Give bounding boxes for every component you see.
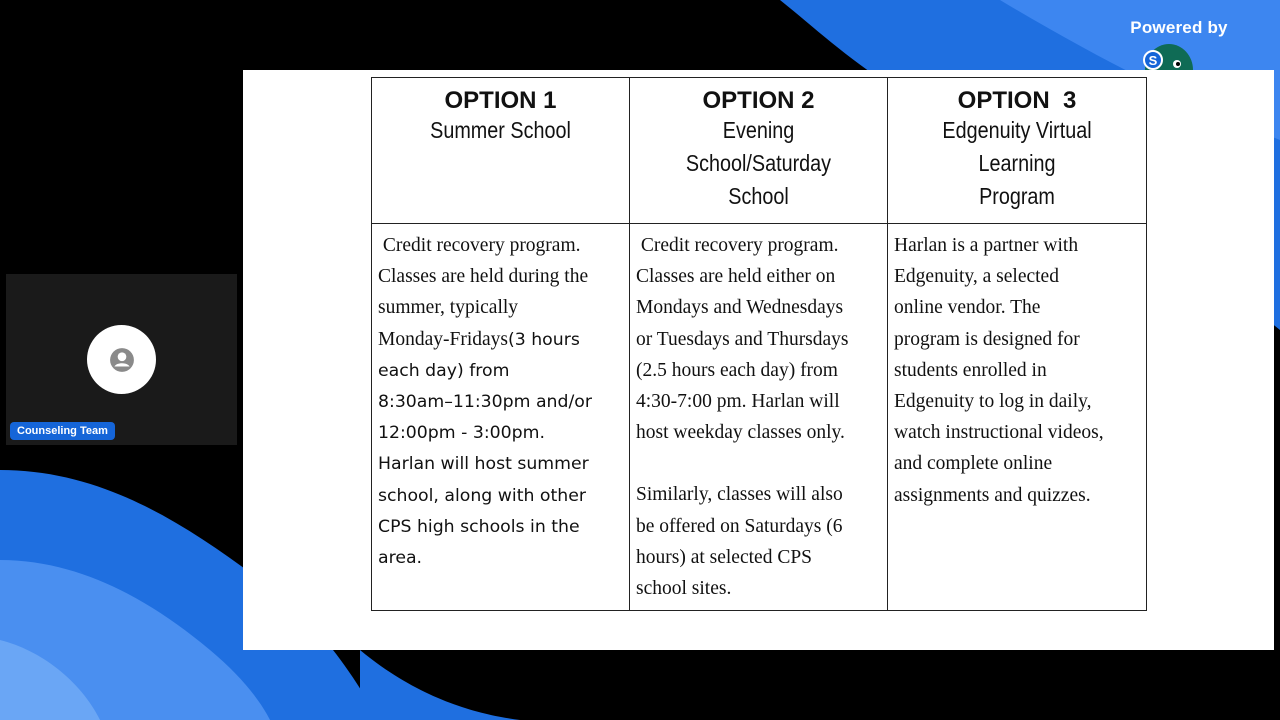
option-1-line: Monday-Fridays	[378, 328, 508, 350]
option-1-heading: OPTION 1	[444, 87, 557, 114]
svg-text:S: S	[1148, 53, 1158, 68]
option-2-line: host weekday classes only.	[636, 422, 845, 444]
option-3-line: and complete online	[894, 453, 1053, 475]
option-1-line: Classes are held during the	[378, 266, 589, 288]
option-2-line: be offered on Saturdays (6	[636, 515, 843, 537]
option-1-subtitle: Summer School	[430, 117, 571, 143]
option-2-line: or Tuesdays and Thursdays	[636, 328, 849, 350]
option-1-line: Harlan will host summer	[378, 454, 589, 475]
option-3-line: Harlan is a partner with	[894, 235, 1079, 256]
option-3-description	[888, 224, 1147, 611]
option-2-line: 4:30-7:00 pm. Harlan will	[636, 391, 840, 413]
option-2-line: Credit recovery program.	[636, 235, 839, 256]
option-1-header	[372, 78, 630, 224]
option-3-header	[888, 78, 1147, 224]
table-body-row	[372, 224, 1147, 611]
option-3-heading: OPTION 3	[957, 87, 1077, 114]
option-2-heading: OPTION 2	[702, 87, 815, 114]
option-1-line: school, along with other	[378, 485, 586, 506]
person-icon	[87, 325, 156, 394]
option-3-line: watch instructional videos,	[894, 422, 1104, 444]
option-2-line: (2.5 hours each day) from	[636, 359, 838, 381]
option-2-line: Mondays and Wednesdays	[636, 297, 844, 319]
option-2-header	[630, 78, 888, 224]
option-1-line: 8:30am–11:30pm and/or	[378, 392, 592, 413]
option-1-line: 12:00pm - 3:00pm.	[378, 423, 545, 444]
option-2-line: school sites.	[636, 578, 732, 600]
option-2-line: Classes are held either on	[636, 266, 836, 288]
option-1-line: Credit recovery program.	[378, 235, 581, 256]
option-1-description	[372, 224, 630, 611]
option-3-line: online vendor. The	[894, 297, 1041, 319]
option-2-subtitle-line: Evening School/Saturday	[685, 117, 832, 176]
option-3-line: Edgenuity, a selected	[894, 266, 1059, 288]
option-2-description	[630, 224, 888, 611]
option-2-line: Similarly, classes will also	[636, 484, 843, 506]
option-3-line: Edgenuity to log in daily,	[894, 391, 1092, 413]
option-3-subtitle-line: Edgenuity Virtual Learning	[942, 117, 1092, 176]
shared-slide	[243, 70, 1274, 650]
option-3-subtitle-line: Program	[979, 183, 1055, 209]
option-1-line: summer, typically	[378, 297, 519, 319]
option-1-line: CPS high schools in the	[378, 516, 580, 537]
table-header-row	[372, 78, 1147, 224]
participant-tile[interactable]	[6, 274, 237, 445]
powered-by-label: Powered by	[1130, 18, 1228, 37]
option-1-line: each day) from	[378, 360, 510, 381]
option-3-line: assignments and quizzes.	[894, 484, 1091, 506]
option-1-line: area.	[378, 548, 423, 569]
option-2-subtitle-line: School	[728, 183, 789, 209]
options-table	[371, 77, 1147, 611]
option-3-line: students enrolled in	[894, 359, 1047, 381]
option-3-line: program is designed for	[894, 328, 1080, 350]
option-1-line: (3 hours	[508, 329, 580, 350]
option-2-line: hours) at selected CPS	[636, 546, 813, 568]
participant-name-tag: Counseling Team	[10, 422, 115, 440]
